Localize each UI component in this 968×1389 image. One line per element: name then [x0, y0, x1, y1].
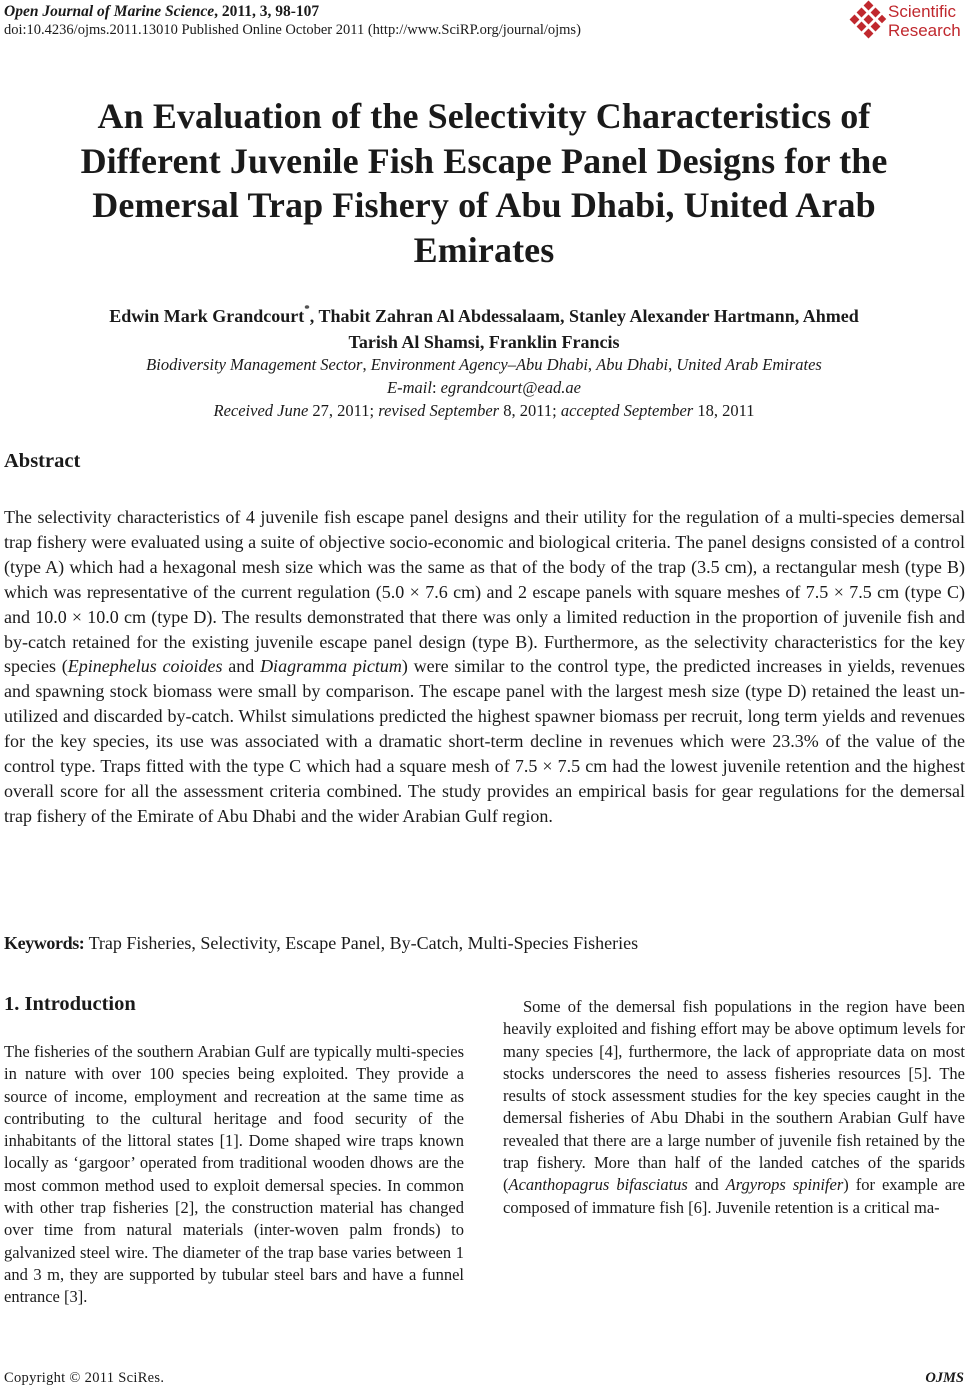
email-line: E-mail: egrandcourt@ead.ae	[387, 378, 581, 397]
column-left	[4, 1041, 464, 1309]
affiliation: Biodiversity Management Sector, Environment Agency–Abu Dhabi, Abu Dhabi, United Arab Emirates	[146, 355, 822, 374]
title-line: Different Juvenile Fish Escape Panel Designs for the	[80, 140, 888, 181]
title-line: Emirates	[413, 229, 555, 270]
scirp-diamond-icon	[848, 0, 888, 42]
accepted-date: 18, 2011	[693, 401, 755, 420]
publisher-logo-text	[888, 2, 961, 40]
species-name: Argyrops spinifer	[725, 1175, 844, 1195]
other-authors: , Thabit Zahran Al Abdessalaam, Stanley Alexander Hartmann, Ahmed	[309, 306, 859, 326]
accepted-label: accepted September	[560, 401, 694, 420]
email-address: egrandcourt@ead.ae	[440, 378, 581, 397]
revised-label: revised September	[378, 401, 500, 420]
received-label: Received June	[213, 401, 309, 420]
affiliation-agency: Environment Agency–Abu Dhabi	[370, 355, 588, 374]
author-list	[0, 303, 968, 355]
logo-word-scientific: Scientific	[888, 2, 957, 21]
affiliation-country: United Arab Emirates	[676, 355, 822, 374]
intro-paragraph-2	[503, 996, 965, 1219]
title-line: An Evaluation of the Selectivity Characteristics of	[97, 96, 871, 136]
publisher-logo	[848, 0, 966, 44]
journal-abbrev-footer: OJMS	[925, 1370, 964, 1386]
dates-line	[0, 400, 968, 421]
column-right	[503, 996, 965, 1219]
abstract-text: and	[222, 656, 261, 677]
abstract-text: The selectivity characteristics of 4 juvenile fish escape panel designs and their utility for the regulation of a multi-species demersal trap fishery were evaluated using a suite of objective socio-economic and biological criteria. The panel designs consisted of a control (type A) which had a hexagonal mesh size which was the same as that of the body of the trap (3.5 cm), a rectangular mesh (type B) which was representative of the current regulation (5.0 × 7.6 cm) and 2 escape panels with square meshes of 7.5 × 7.5 cm (type C) and 10.0 × 10.0 cm (type D). The results demonstrated that there was only a limited reduction in the proportion of juvenile fish and by-catch retained for the existing juvenile escape panel design (type B). Furthermore, as the selectivity characteristics for the key species (	[4, 507, 965, 677]
species-name: Acanthopagrus bifasciatus	[508, 1175, 688, 1195]
abstract-text: ) were similar to the control type, the predicted increases in yields, revenues and spawning stock biomass were small by comparison. The escape panel with the largest mesh size (type D) retained the least un-utilized and discarded by-catch. Whilst simulations predicted the highest spawner biomass per recruit, long term yields and revenues for the key species, its use was associated with a dramatic short-term decline in revenues which were 23.3% of the value of the control type. Traps fitted with the type C which had a square mesh of 7.5 × 7.5 cm had the lowest juvenile retention and the highest overall score for all the assessment criteria combined. The study provides an empirical basis for gear regulations for the demersal trap fishery of the Emirate of Abu Dhabi and the wider Arabian Gulf region.	[4, 656, 965, 826]
copyright-footer: Copyright © 2011 SciRes.	[4, 1370, 165, 1386]
species-name: Epinephelus coioides	[67, 656, 223, 677]
email-label: E-mail	[387, 378, 432, 397]
intro-paragraph-1: The fisheries of the southern Arabian Gulf are typically multi-species in nature with over 100 species being exploited. They provide a source of income, employment and recreation at the same time as contributing to the cultural heritage and food security of the inhabitants of the littoral states [1]. Dome shaped wire traps known locally as ‘gargoor’ operated from traditional wooden dhows are the most common method used to exploit demersal species. In common with other trap fisheries [2], the construction material has changed over time from natural materials (inter-woven palm fronds) to galvanized steel wire. The diameter of the trap base varies between 1 and 3 m, they are supported by tubular steel bars and have a funnel entrance [3].	[4, 1042, 464, 1307]
affiliation-sector: Biodiversity Management Sector	[146, 355, 363, 374]
keywords-text: Trap Fisheries, Selectivity, Escape Panel, By-Catch, Multi-Species Fisheries	[84, 933, 639, 953]
doi-line: doi:10.4236/ojms.2011.13010 Published Online October 2011 (http://www.SciRP.org/journal/ojms)	[4, 22, 581, 38]
first-author: Edwin Mark Grandcourt	[109, 306, 305, 326]
species-name: Diagramma pictum	[260, 656, 402, 677]
affiliation-city: Abu Dhabi	[596, 355, 669, 374]
keywords-label: Keywords:	[4, 933, 85, 953]
intro-text: and	[687, 1175, 726, 1195]
abstract-heading: Abstract	[4, 450, 81, 472]
abstract-body	[4, 505, 965, 829]
revised-date: 8, 2011;	[499, 401, 561, 420]
running-header	[4, 2, 804, 39]
intro-text: Some of the demersal fish populations in the region have been heavily exploited and fishing effort may be above optimum levels for many species [4], furthermore, the lack of appropriate data on most stocks underscores the need to assess fisheries resources [5]. The results of stock assessment studies for the key species caught in the demersal fisheries of Abu Dhabi in the southern Arabian Gulf have revealed that there are a large number of juvenile fish retained by the trap fishery. More than half of the landed catches of the sparids (	[503, 997, 965, 1195]
journal-name: Open Journal of Marine Science	[4, 3, 215, 20]
logo-word-research: Research	[888, 21, 961, 40]
corresponding-author-mark: *	[304, 303, 310, 315]
other-authors: Tarish Al Shamsi, Franklin Francis	[348, 332, 620, 352]
journal-citation	[4, 2, 804, 21]
introduction-heading: 1. Introduction	[4, 993, 136, 1015]
title-line: Demersal Trap Fishery of Abu Dhabi, United Arab	[92, 185, 876, 225]
received-date: 27, 2011;	[308, 401, 379, 420]
paper-title	[0, 94, 968, 272]
journal-details: , 2011, 3, 98-107	[214, 3, 320, 20]
intro-text: ) for example are composed of immature fish [6]. Juvenile retention is a critical ma-	[503, 1175, 965, 1217]
keywords	[4, 931, 965, 955]
